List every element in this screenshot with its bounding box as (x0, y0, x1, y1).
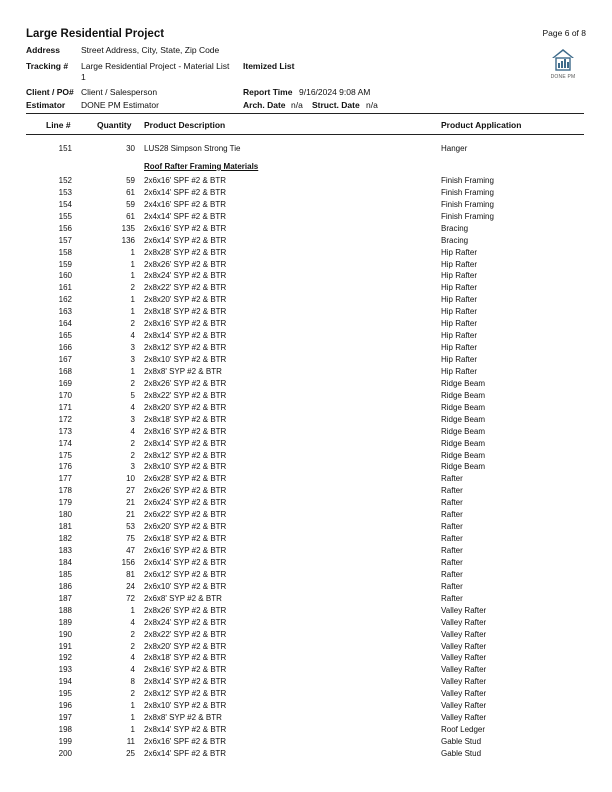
quantity: 4 (130, 665, 135, 675)
table-row (0, 557, 612, 569)
product-application: Bracing (441, 235, 469, 245)
product-application: Hip Rafter (441, 295, 478, 305)
line-number: 167 (58, 355, 72, 364)
product-application: Hip Rafter (441, 307, 478, 317)
product-description: 2x6x22' SYP #2 & BTR (144, 510, 227, 520)
house-logo-icon (548, 47, 578, 73)
line-number: 195 (58, 689, 72, 699)
column-header-line: Line # (46, 120, 71, 130)
product-description: 2x6x8' SYP #2 & BTR (144, 593, 222, 603)
line-number: 180 (58, 510, 72, 520)
address-label: Address (26, 45, 61, 55)
quantity: 30 (126, 144, 135, 153)
table-row (0, 629, 612, 641)
table-row (0, 282, 612, 294)
table-row (0, 247, 612, 259)
product-description: 2x8x18' SYP #2 & BTR (144, 414, 227, 424)
struct-date-value: n/a (366, 100, 378, 110)
product-description: 2x8x10' SYP #2 & BTR (144, 701, 227, 711)
line-number: 196 (58, 701, 72, 711)
quantity: 3 (130, 355, 135, 364)
product-application: Ridge Beam (441, 438, 486, 448)
product-application: Ridge Beam (441, 414, 486, 424)
product-application: Ridge Beam (441, 390, 486, 400)
quantity: 47 (126, 546, 135, 555)
table-row (0, 211, 612, 223)
quantity: 21 (126, 498, 135, 508)
quantity: 1 (130, 713, 135, 723)
table-row (0, 724, 612, 736)
product-description: 2x6x12' SYP #2 & BTR (144, 569, 227, 579)
quantity: 8 (130, 677, 135, 687)
tracking-value: Large Residential Project - Material List (81, 61, 230, 71)
tracking-label: Tracking # (26, 61, 69, 71)
quantity: 2 (130, 319, 135, 329)
product-application: Rafter (441, 510, 463, 520)
product-description: 2x8x20' SYP #2 & BTR (144, 402, 227, 412)
product-application: Rafter (441, 593, 463, 603)
table-row (0, 438, 612, 450)
product-application: Finish Framing (441, 199, 494, 209)
line-number: 170 (58, 390, 72, 400)
product-description: 2x8x24' SYP #2 & BTR (144, 617, 227, 627)
quantity: 156 (121, 557, 135, 567)
table-row (0, 187, 612, 199)
quantity: 2 (130, 450, 135, 460)
table-row (0, 450, 612, 462)
table-row (0, 641, 612, 653)
product-application: Valley Rafter (441, 617, 487, 627)
product-description: 2x8x20' SYP #2 & BTR (144, 295, 227, 305)
product-application: Finish Framing (441, 175, 494, 185)
line-number: 183 (58, 546, 72, 555)
product-description: 2x6x14' SYP #2 & BTR (144, 235, 227, 245)
product-description: 2x4x14' SPF #2 & BTR (144, 211, 227, 221)
page-number: Page 6 of 8 (542, 28, 586, 38)
product-application: Hip Rafter (441, 355, 478, 364)
line-number: 200 (58, 748, 72, 758)
line-number: 156 (58, 223, 72, 233)
product-application: Rafter (441, 569, 463, 579)
arch-date-value: n/a (291, 100, 303, 110)
estimator-label: Estimator (26, 100, 66, 110)
quantity: 24 (126, 581, 135, 591)
table-row (0, 143, 612, 155)
table-row (0, 270, 612, 282)
line-number: 176 (58, 462, 72, 472)
report-time-label: Report Time (243, 87, 293, 97)
line-number: 186 (58, 581, 72, 591)
table-row (0, 593, 612, 605)
line-number: 166 (58, 343, 72, 353)
product-description: 2x6x14' SYP #2 & BTR (144, 557, 227, 567)
line-number: 188 (58, 605, 72, 615)
table-row (0, 473, 612, 485)
product-description: 2x8x12' SYP #2 & BTR (144, 689, 227, 699)
quantity: 4 (130, 402, 135, 412)
table-row (0, 700, 612, 712)
line-number: 164 (58, 319, 72, 329)
product-application: Hip Rafter (441, 319, 478, 329)
line-number: 199 (58, 737, 72, 746)
line-number: 153 (58, 187, 72, 197)
table-row (0, 581, 612, 593)
product-application: Hip Rafter (441, 366, 478, 376)
product-description: 2x6x20' SYP #2 & BTR (144, 522, 227, 532)
quantity: 2 (130, 283, 135, 293)
quantity: 21 (126, 510, 135, 520)
quantity: 5 (130, 390, 135, 400)
product-application: Hip Rafter (441, 271, 478, 281)
product-description: 2x6x24' SYP #2 & BTR (144, 498, 227, 508)
table-row (0, 617, 612, 629)
line-number: 152 (58, 175, 72, 185)
product-application: Valley Rafter (441, 653, 487, 663)
line-number: 192 (58, 653, 72, 663)
line-number: 168 (58, 366, 72, 376)
line-number: 155 (58, 211, 72, 221)
product-description: 2x8x26' SYP #2 & BTR (144, 605, 227, 615)
table-row (0, 461, 612, 473)
product-description: 2x8x16' SYP #2 & BTR (144, 319, 227, 329)
table-row (0, 533, 612, 545)
column-header-divider (26, 134, 584, 135)
line-number: 158 (58, 247, 72, 257)
product-description: 2x8x16' SYP #2 & BTR (144, 426, 227, 436)
product-application: Hip Rafter (441, 331, 478, 341)
product-application: Valley Rafter (441, 689, 487, 699)
product-description: 2x4x16' SPF #2 & BTR (144, 199, 227, 209)
line-number: 169 (58, 378, 72, 388)
client-label: Client / PO# (26, 87, 74, 97)
product-description: 2x8x20' SYP #2 & BTR (144, 641, 227, 651)
product-application: Rafter (441, 546, 463, 555)
line-number: 171 (58, 402, 72, 412)
itemized-list-label: Itemized List (243, 61, 295, 71)
line-number: 165 (58, 331, 72, 341)
product-application: Valley Rafter (441, 641, 487, 651)
table-row (0, 330, 612, 342)
line-number: 160 (58, 271, 72, 281)
page-title: Large Residential Project (26, 28, 165, 40)
product-application: Rafter (441, 498, 463, 508)
quantity: 61 (126, 211, 135, 221)
product-description: 2x8x12' SYP #2 & BTR (144, 343, 227, 353)
product-application: Finish Framing (441, 211, 494, 221)
product-application: Hip Rafter (441, 247, 478, 257)
table-row (0, 294, 612, 306)
product-description: 2x6x26' SYP #2 & BTR (144, 486, 227, 496)
line-number: 162 (58, 295, 72, 305)
product-application: Roof Ledger (441, 725, 486, 735)
product-description: 2x8x14' SYP #2 & BTR (144, 331, 227, 341)
table-body (0, 175, 612, 760)
product-application: Gable Stud (441, 737, 482, 746)
product-description: 2x8x18' SYP #2 & BTR (144, 307, 227, 317)
quantity: 4 (130, 653, 135, 663)
quantity: 1 (130, 366, 135, 376)
quantity: 135 (121, 223, 135, 233)
table-row (0, 378, 612, 390)
table-row (0, 223, 612, 235)
product-description: 2x8x28' SYP #2 & BTR (144, 247, 227, 257)
line-number: 189 (58, 617, 72, 627)
product-application: Ridge Beam (441, 426, 486, 436)
table-row (0, 736, 612, 748)
quantity: 53 (126, 522, 135, 532)
quantity: 1 (130, 725, 135, 735)
table-row (0, 426, 612, 438)
quantity: 72 (126, 593, 135, 603)
product-application: Rafter (441, 522, 463, 532)
quantity: 1 (130, 307, 135, 317)
quantity: 11 (126, 737, 135, 746)
quantity: 3 (130, 414, 135, 424)
struct-date-label: Struct. Date (312, 100, 360, 110)
product-description: 2x6x14' SPF #2 & BTR (144, 748, 227, 758)
line-number: 184 (58, 557, 72, 567)
product-application: Rafter (441, 557, 463, 567)
line-number: 159 (58, 259, 72, 269)
product-application: Hip Rafter (441, 283, 478, 293)
product-description: 2x8x18' SYP #2 & BTR (144, 653, 227, 663)
line-number: 154 (58, 199, 72, 209)
product-application: Finish Framing (441, 187, 494, 197)
quantity: 2 (130, 438, 135, 448)
line-number: 193 (58, 665, 72, 675)
line-number: 151 (58, 144, 72, 153)
product-description: 2x6x18' SYP #2 & BTR (144, 534, 227, 544)
line-number: 177 (58, 474, 72, 484)
product-application: Valley Rafter (441, 677, 487, 687)
quantity: 1 (130, 247, 135, 257)
line-number: 190 (58, 629, 72, 639)
column-header-description: Product Description (144, 120, 226, 130)
table-row (0, 485, 612, 497)
line-number: 161 (58, 283, 72, 293)
report-time-value: 9/16/2024 9:08 AM (299, 87, 371, 97)
table-row (0, 390, 612, 402)
table-row (0, 235, 612, 247)
line-number: 197 (58, 713, 72, 723)
table-row (0, 414, 612, 426)
quantity: 1 (130, 295, 135, 305)
product-description: 2x6x16' SYP #2 & BTR (144, 223, 227, 233)
logo-text: DONE PM (550, 74, 576, 80)
product-description: 2x8x10' SYP #2 & BTR (144, 355, 227, 364)
product-description: 2x6x16' SPF #2 & BTR (144, 175, 227, 185)
quantity: 4 (130, 331, 135, 341)
tracking-value-line2: 1 (81, 72, 86, 82)
quantity: 1 (130, 271, 135, 281)
quantity: 81 (126, 569, 135, 579)
product-description: 2x8x16' SYP #2 & BTR (144, 665, 227, 675)
product-description: 2x6x28' SYP #2 & BTR (144, 474, 227, 484)
line-number: 178 (58, 486, 72, 496)
product-description: 2x8x14' SYP #2 & BTR (144, 725, 227, 735)
product-description: 2x6x10' SYP #2 & BTR (144, 581, 227, 591)
product-description: 2x8x8' SYP #2 & BTR (144, 366, 222, 376)
line-number: 175 (58, 450, 72, 460)
quantity: 2 (130, 629, 135, 639)
product-application: Rafter (441, 581, 463, 591)
quantity: 59 (126, 175, 135, 185)
line-number: 191 (58, 641, 72, 651)
arch-date-label: Arch. Date (243, 100, 286, 110)
table-row (0, 354, 612, 366)
header-divider (26, 113, 584, 114)
table-row (0, 676, 612, 688)
table-row (0, 199, 612, 211)
table-row (0, 569, 612, 581)
table-row (0, 342, 612, 354)
material-table (0, 143, 612, 760)
table-row (0, 748, 612, 760)
line-number: 174 (58, 438, 72, 448)
product-description: 2x8x12' SYP #2 & BTR (144, 450, 227, 460)
product-description: 2x8x22' SYP #2 & BTR (144, 629, 227, 639)
table-row (0, 497, 612, 509)
product-application: Hanger (441, 144, 468, 153)
quantity: 3 (130, 343, 135, 353)
product-description: 2x8x22' SYP #2 & BTR (144, 283, 227, 293)
table-row (0, 175, 612, 187)
table-row (0, 545, 612, 557)
quantity: 4 (130, 617, 135, 627)
table-row (0, 605, 612, 617)
line-number: 172 (58, 414, 72, 424)
line-number: 163 (58, 307, 72, 317)
product-application: Valley Rafter (441, 605, 487, 615)
table-row (0, 664, 612, 676)
product-description: 2x8x26' SYP #2 & BTR (144, 378, 227, 388)
product-application: Valley Rafter (441, 701, 487, 711)
product-description: 2x6x16' SYP #2 & BTR (144, 546, 227, 555)
table-row (0, 521, 612, 533)
line-number: 173 (58, 426, 72, 436)
table-row (0, 306, 612, 318)
section-title: Roof Rafter Framing Materials (144, 161, 259, 171)
table-row (0, 712, 612, 724)
client-value: Client / Salesperson (81, 87, 158, 97)
product-description: 2x8x22' SYP #2 & BTR (144, 390, 227, 400)
table-row (0, 259, 612, 271)
product-description: 2x6x14' SPF #2 & BTR (144, 187, 227, 197)
column-header-application: Product Application (441, 120, 522, 130)
table-row (0, 366, 612, 378)
quantity: 2 (130, 641, 135, 651)
company-logo (548, 47, 578, 83)
product-application: Bracing (441, 223, 469, 233)
quantity: 4 (130, 426, 135, 436)
quantity: 1 (130, 701, 135, 711)
product-application: Rafter (441, 486, 463, 496)
quantity: 10 (126, 474, 135, 484)
product-application: Ridge Beam (441, 450, 486, 460)
product-description: LUS28 Simpson Strong Tie (144, 144, 241, 153)
line-number: 181 (58, 522, 72, 532)
product-description: 2x8x14' SYP #2 & BTR (144, 438, 227, 448)
table-row (0, 688, 612, 700)
quantity: 75 (126, 534, 135, 544)
line-number: 157 (58, 235, 72, 245)
quantity: 59 (126, 199, 135, 209)
line-number: 182 (58, 534, 72, 544)
section-header (0, 155, 612, 169)
product-application: Valley Rafter (441, 665, 487, 675)
table-row (0, 402, 612, 414)
product-application: Ridge Beam (441, 402, 486, 412)
product-description: 2x8x8' SYP #2 & BTR (144, 713, 222, 723)
product-application: Valley Rafter (441, 713, 487, 723)
product-application: Valley Rafter (441, 629, 487, 639)
line-number: 187 (58, 593, 72, 603)
table-row (0, 509, 612, 521)
quantity: 25 (126, 748, 135, 758)
product-application: Rafter (441, 474, 463, 484)
quantity: 3 (130, 462, 135, 472)
product-application: Ridge Beam (441, 378, 486, 388)
table-row (0, 318, 612, 330)
product-application: Ridge Beam (441, 462, 486, 472)
line-number: 198 (58, 725, 72, 735)
column-header-quantity: Quantity (97, 120, 132, 130)
quantity: 61 (126, 187, 135, 197)
product-application: Hip Rafter (441, 259, 478, 269)
product-description: 2x6x16' SPF #2 & BTR (144, 737, 227, 746)
product-description: 2x8x24' SYP #2 & BTR (144, 271, 227, 281)
table-row (0, 652, 612, 664)
quantity: 1 (130, 605, 135, 615)
quantity: 1 (130, 259, 135, 269)
product-application: Hip Rafter (441, 343, 478, 353)
line-number: 179 (58, 498, 72, 508)
product-description: 2x8x10' SYP #2 & BTR (144, 462, 227, 472)
line-number: 185 (58, 569, 72, 579)
address-value: Street Address, City, State, Zip Code (81, 45, 220, 55)
quantity: 136 (121, 235, 135, 245)
quantity: 27 (126, 486, 135, 496)
product-description: 2x8x26' SYP #2 & BTR (144, 259, 227, 269)
quantity: 2 (130, 378, 135, 388)
quantity: 2 (130, 689, 135, 699)
estimator-value: DONE PM Estimator (81, 100, 159, 110)
line-number: 194 (58, 677, 72, 687)
product-description: 2x8x14' SYP #2 & BTR (144, 677, 227, 687)
product-application: Rafter (441, 534, 463, 544)
product-application: Gable Stud (441, 748, 482, 758)
